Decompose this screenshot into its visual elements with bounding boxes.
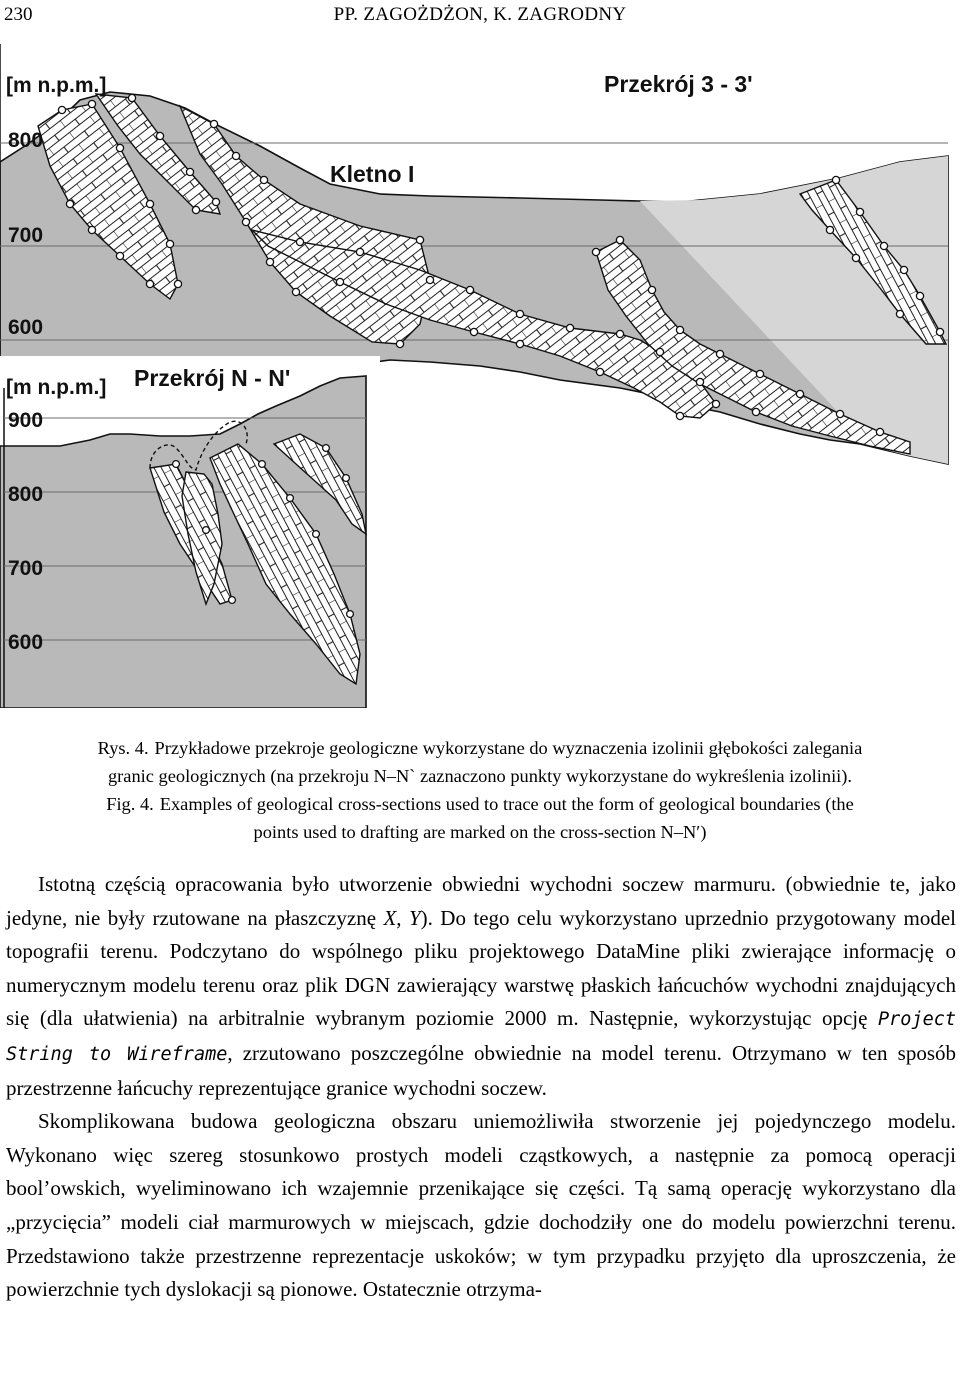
caption-en-line-2: points used to drafting are marked on the cross-section N–N′) xyxy=(253,822,707,842)
variable-x: X xyxy=(383,905,397,930)
option-name-code: Project String to Wireframe xyxy=(6,1009,956,1065)
unit-label-bottom: [m n.p.m.] xyxy=(6,376,107,399)
variable-y: Y xyxy=(408,905,421,930)
figure-caption xyxy=(0,734,960,846)
body-paragraph-2: Skomplikowana budowa geologiczna obszaru uniemożliwiła stworzenie jej pojedynczego modelu. Wykonano więc szereg stosunkowo prostych modeli cząstkowych, a następnie za pomocą operacji bool’owskich, wyeliminowano ich wzajemnie przenikające się części. Tą samą operację wykorzystano dla „przycięcia” modeli ciał marmurowych w miejscach, gdzie dochodziły one do modelu powierzchni terenu. Przedstawiono także przestrzenne reprezentacje uskoków; w tym przypadku przyjęto dla uproszczenia, że powierzchnie tych dyslokacji są pionowe. Ostatecznie otrzyma- xyxy=(6,1109,956,1302)
cross-sections-graphic xyxy=(0,44,960,708)
body-text xyxy=(6,868,956,1307)
elevation-tick-900-bottom: 900 xyxy=(8,409,44,432)
body-paragraph-1 xyxy=(6,868,956,1105)
elevation-tick-600-bottom: 600 xyxy=(8,631,44,654)
elevation-tick-600-top: 600 xyxy=(8,316,44,339)
elevation-tick-700-bottom: 700 xyxy=(8,557,44,580)
page-header xyxy=(0,0,960,34)
place-label-kletno: Kletno I xyxy=(330,161,415,187)
elevation-tick-800-bottom: 800 xyxy=(8,483,44,506)
page-number: 230 xyxy=(4,4,33,25)
caption-pl-text-1: Przykładowe przekroje geologiczne wykorzystane do wyznaczenia izolinii głębokości zalegania xyxy=(154,738,863,758)
paragraph-1-part-a: Istotną częścią opracowania było utworzenie obwiedni wychodni soczew marmuru. (obwiednie te, jako jedyne, nie były rzutowane na płaszczyznę xyxy=(6,872,956,930)
section-title-top: Przekrój 3 - 3' xyxy=(604,71,753,97)
section-title-bottom: Przekrój N - N' xyxy=(134,365,291,391)
elevation-tick-700-top: 700 xyxy=(8,224,44,247)
caption-en-text-1: Examples of geological cross-sections used to trace out the form of geological boundaries (the xyxy=(159,794,854,814)
caption-en-line-1 xyxy=(0,790,960,818)
paragraph-1-part-b: ). Do tego celu wykorzystano uprzednio przygotowany model topografii terenu. Podczytano do wspólnego pliku projektowego DataMine pliki zwierające informację o numerycznym modelu terenu oraz plik DGN zawierający warstwę płaskich łańcuchów wychodni znajdujących się (dla ułatwienia) na arbitralnie wybranym poziomie 2000 m. Następnie, wykorzystując opcję xyxy=(6,905,956,1031)
paragraph-1-separator: , xyxy=(396,905,409,930)
caption-pl-line-1 xyxy=(0,734,960,762)
unit-label-top: [m n.p.m.] xyxy=(6,74,107,97)
caption-pl-line-2: granic geologicznych (na przekroju N–N` zaznaczono punkty wykorzystane do wykreślenia izolinii). xyxy=(107,766,853,786)
geological-cross-sections-figure xyxy=(0,44,960,708)
caption-en-prefix: Fig. 4. xyxy=(106,794,154,814)
caption-pl-prefix: Rys. 4. xyxy=(97,738,149,758)
paragraph-1-part-c: , zrzutowano poszczególne obwiednie na model terenu. Otrzymano w ten sposób przestrzenne łańcuchy reprezentujące granice wychodni soczew. xyxy=(6,1040,956,1100)
section-n-n-bottom xyxy=(0,356,380,708)
running-title: PP. ZAGOŻDŻON, K. ZAGRODNY xyxy=(333,4,627,25)
elevation-tick-800-top: 800 xyxy=(8,129,44,152)
